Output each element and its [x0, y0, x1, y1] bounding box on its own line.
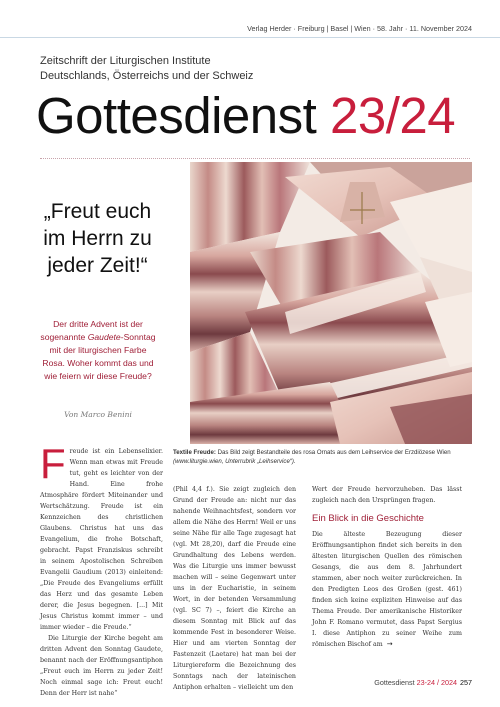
col1-p1-text: reude ist ein Lebenselixier. Wenn man etwas mit Freude tut, geht es leichter von der Hand. Eine frohe Atmosphäre fördert Miteinander und Wertschätzung. Freude ist ein Kennzeichen des christlichen Glaubens. Christus hat uns das Evangelium, die frohe Botschaft, gebracht. Papst Franziskus schreibt in seinem Apostolischen Schreiben Evangelii Gaudium (2013) einleitend: „Die Freude des Evangeliums erfüllt das Herz und das gesamte Leben derer, die Jesus begegnen. [...] Mit Jesus Christus kommt immer – und immer wieder – die Freude.“	[40, 448, 163, 631]
teaser-italic: Gaudete	[87, 332, 121, 342]
vestment-photo	[190, 162, 472, 444]
dotted-divider	[40, 158, 470, 159]
caption-text: Das Bild zeigt Bestandteile des rosa Ornats aus dem Leihservice der Erzdiözese Wien	[215, 449, 451, 456]
subtitle-line-1: Zeitschrift der Liturgischen Institute	[40, 55, 211, 67]
col3-paragraph-1: Wert der Freude hervorzuheben. Das lässt zugleich nach den Ursprüngen fragen.	[312, 486, 462, 504]
teaser-part-1: Der dritte Advent ist der sogenannte	[40, 319, 143, 342]
publisher-line: Verlag Herder · Freiburg | Basel | Wien · 58. Jahr · 11. November 2024	[247, 24, 472, 33]
footer-magazine: Gottesdienst	[374, 678, 415, 687]
text-column-1	[40, 440, 163, 699]
caption-link: (www.liturgie.wien, Unterrubrik „Leihservice“).	[173, 458, 296, 465]
article-teaser	[40, 318, 156, 383]
page-footer	[374, 678, 472, 687]
arrow-right-icon: →	[386, 640, 393, 648]
col1-paragraph-2: Die Liturgie der Kirche begeht am dritten Advent den Sonntag Gaudete, benannt nach der Eröffnungsantiphon „Freut euch im Herrn zu jeder Zeit! Noch einmal sage ich: Freut euch! Denn der Herr ist nahe“	[40, 635, 163, 697]
masthead-subtitle	[40, 54, 253, 84]
issue-number: 23/24	[330, 87, 456, 144]
title-text: Gottesdienst	[36, 87, 317, 144]
pull-quote: „Freut euch im Herrn zu jeder Zeit!“	[43, 200, 152, 277]
photo-caption	[173, 448, 473, 466]
text-column-2	[173, 484, 296, 693]
col3-p2-text: Die älteste Bezeugung dieser Eröffnungsantiphon findet sich bereits in den ältesten liturgischen Quellen des römischen Gesangs, die aus dem 8. Jahrhundert stammen, aber noch weiter zurückreichen. In den Predigten Leos des Großen (gest. 461) finden sich keine expliziten Hinweise auf das Thema Freude. Der amerikanische Historiker John F. Romano vermutet, dass Papst Sergius I. diese Antiphon zu seiner Weihe zum römischen Bischof am	[312, 531, 462, 648]
footer-issue: 23-24 / 2024	[416, 678, 457, 687]
magazine-title	[36, 88, 455, 144]
col3-paragraph-2	[312, 529, 462, 650]
header-rule	[0, 37, 500, 38]
author-byline: Von Marco Benini	[64, 410, 132, 419]
col2-paragraph-1: (Phil 4,4 f.). Sie zeigt zugleich den Grund der Freude an: nicht nur das nahende Weihnachtsfest, sondern vor allem die Nähe des Herrn! Weil er uns seine Nähe für alle Tage zugesagt hat (vgl. Mt 28,20), darf die Freude eine Grundhaltung des Lebens werden. Was die Liturgie uns immer bewusst machen will – seine Gegenwart unter uns in der Eucharistie, in seinem Wort, in der betenden Versammlung (vgl. SC 7) –, feiert die Kirche an diesem Sonntag mit Blick auf das kommende Fest in besonderer Weise. Hier und am vierten Sonntag der Fastenzeit (Laetare) hat man bei der Liturgiereform die Bezeichnung des Sonntags nach der lateinischen Antiphon erhalten – vielleicht um den	[173, 486, 296, 691]
caption-bold: Textile Freude:	[173, 449, 216, 456]
section-heading: Ein Blick in die Geschichte	[312, 513, 424, 524]
drop-cap: F	[40, 440, 66, 487]
subtitle-line-2: Deutschlands, Österreichs und der Schweiz	[40, 70, 254, 82]
page-number: 257	[460, 678, 472, 687]
col1-paragraph-1	[40, 440, 163, 633]
teaser-part-2: -Sonntag mit der liturgischen Farbe Rosa. Woher kommt das und wie feiern wir diese Freude?	[42, 332, 156, 381]
text-column-3	[312, 484, 462, 650]
